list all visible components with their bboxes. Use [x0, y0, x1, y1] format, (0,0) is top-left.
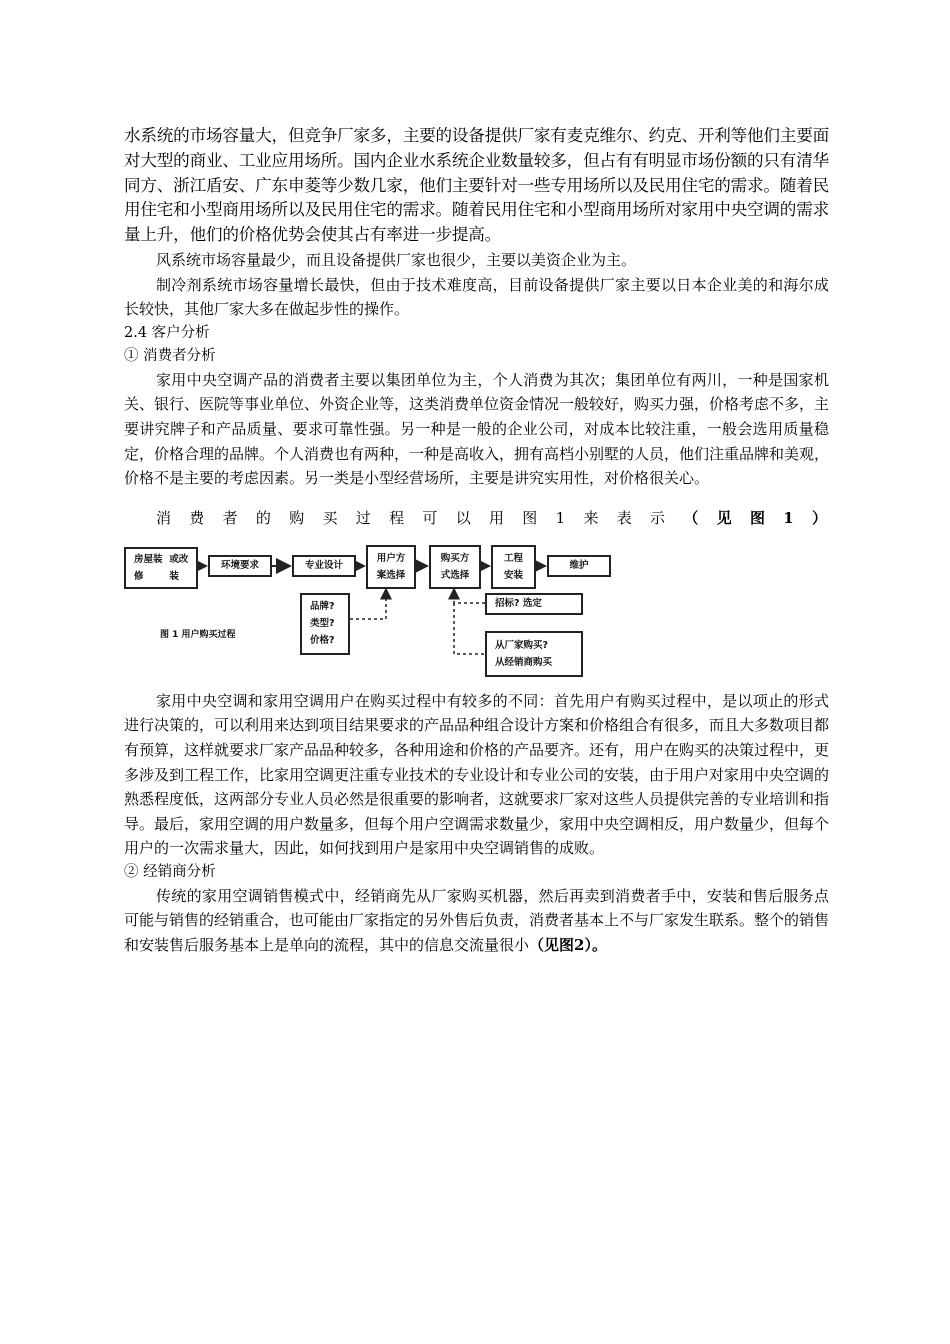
figure-1-purchase-process: [124, 545, 624, 683]
purchase-process-text: 消费者的购买过程可以用图1来表示: [156, 508, 684, 527]
box-environment: 环境要求: [208, 555, 272, 577]
box-installation: 工程 安装: [491, 545, 536, 589]
box-professional-design: 专业设计: [292, 555, 356, 577]
dashed-connector-source-branch: [454, 603, 485, 654]
box-decision-factors: 品牌? 类型? 价格?: [300, 593, 350, 655]
dashed-connector-factors-scheme: [350, 589, 386, 619]
paragraph-dealer-analysis: [124, 884, 829, 958]
box-renovation: 房屋装修 或改装: [124, 547, 198, 589]
subheading-dealer-analysis: ② 经销商分析: [124, 863, 216, 880]
box-purchase-method: 购买方 式选择: [429, 545, 481, 589]
paragraph-water-system: 水系统的市场容量大，但竞争厂家多，主要的设备提供厂家有麦克维尔、约克、开利等他们主要面对大型的商业、工业应用场所。国内企业水系统企业数量较多，但占有有明显市场份额的只有清华同方、浙江盾安、广东申菱等少数几家，他们主要针对一些专用场所以及民用住宅的需求。随着民用住宅和小型商用场所以及民用住宅的需求。随着民用住宅和小型商用场所对家用中央空调的需求量上升，他们的价格优势会使其占有率进一步提高。: [124, 126, 829, 245]
box-user-scheme: 用户方 案选择: [366, 545, 416, 589]
figure-1-caption: 图 1 用户购买过程: [160, 629, 236, 640]
subheading-consumer-analysis: ① 消费者分析: [124, 347, 216, 364]
box-purchase-source: 从厂家购买? 从经销商购买: [485, 631, 583, 677]
figure-2-reference: （见图2）。: [529, 936, 607, 955]
paragraph-air-system: 风系统市场容量最少，而且设备提供厂家也很少，主要以美资企业为主。: [156, 250, 637, 269]
paragraph-consumer-analysis: 家用中央空调产品的消费者主要以集团单位为主，个人消费为其次；集团单位有两川，一种是国家机关、银行、医院等事业单位、外资企业等，这类消费单位资金情况一般较好，购买力强，价格考虑不多，主要讲究牌子和产品质量、要求可靠性强。另一种是一般的企业公司，对成本比较注重，一般会选用质量稳定，价格合理的品牌。个人消费也有两种，一种是高收入，拥有高档小别墅的人员，他们注重品牌和美观，价格不是主要的考虑因素。另一类是小型经营场所，主要是讲究实用性，对价格很关心。: [124, 370, 830, 488]
box-maintenance: 维护: [547, 555, 611, 577]
paragraph-refrigerant-system: 制冷剂系统市场容量增长最快，但由于技术难度高，目前设备提供厂家主要以日本企业美的和海尔成长较快，其他厂家大多在做起步性的操作。: [124, 275, 829, 319]
box-bidding: 招标? 选定: [485, 593, 583, 615]
section-heading-customer-analysis: 2.4 客户分析: [124, 324, 210, 341]
document-page: [124, 124, 829, 958]
dealer-analysis-text: 传统的家用空调销售模式中，经销商先从厂家购买机器，然后再卖到消费者手中，安装和售后服务点可能与销售的经销重合，也可能由厂家指定的另外售后负责，消费者基本上不与厂家发生联系。整个的销售和安装售后服务基本上是单向的流程，其中的信息交流量很小: [124, 886, 830, 955]
paragraph-purchase-differences: 家用中央空调和家用空调用户在购买过程中有较多的不同：首先用户有购买过程中，是以项止的形式进行决策的，可以利用来达到项目结果要求的产品品种组合设计方案和价格组合有很多，而且大多数项目都有预算，这样就要求厂家产品品种较多，各种用途和价格的产品要齐。还有，用户在购买的决策过程中，更多涉及到工程工作，比家用空调更注重专业技术的专业设计和专业公司的安装，由于用户对家用中央空调的熟悉程度低，这两部分专业人员必然是很重要的影响者，这就要求厂家对这些人员提供完善的专业培训和指导。最后，家用空调的用户数量多，但每个用户空调需求数量少，家用中央空调相反，用户数量少，但每个用户的一次需求量大，因此，如何找到用户是家用中央空调销售的成败。: [124, 691, 830, 858]
figure-1-reference: （见图1）: [683, 508, 829, 527]
paragraph-purchase-process-intro: [124, 506, 829, 530]
dashed-connector-options-purchase: [454, 589, 485, 603]
